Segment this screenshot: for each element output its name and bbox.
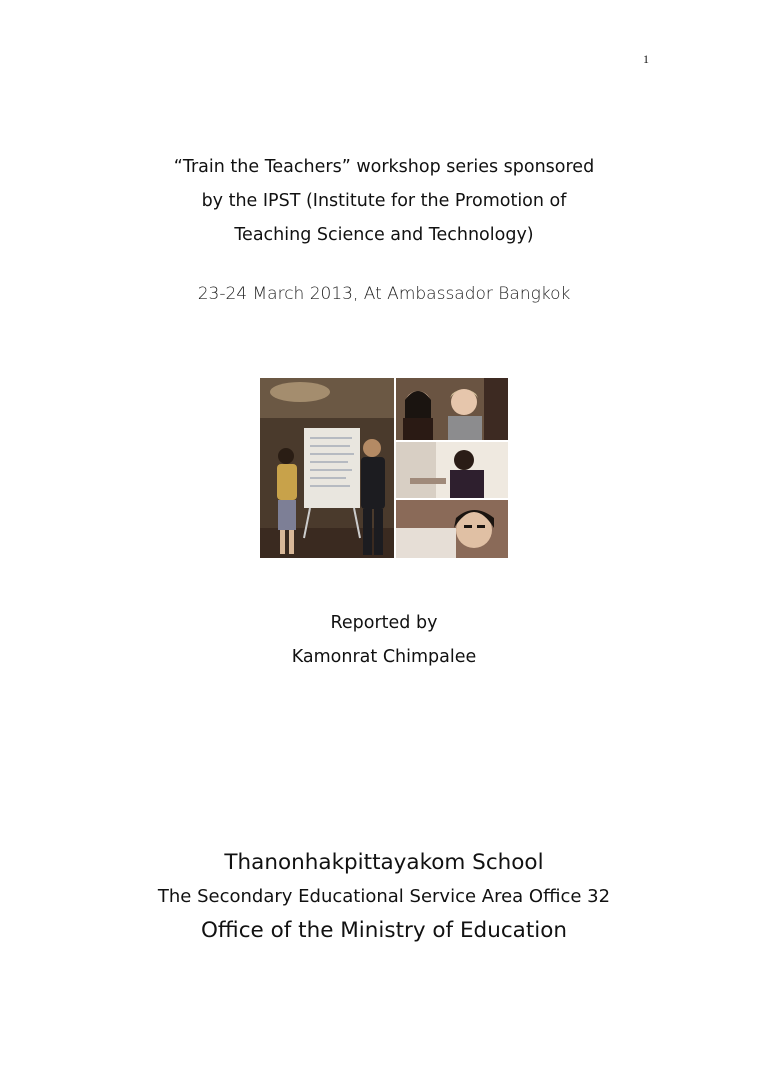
title-line-2: by the IPST (Institute for the Promotion of bbox=[201, 191, 567, 211]
event-date-location: 23-24 March 2013, At Ambassador Bangkok bbox=[197, 284, 571, 304]
document-title bbox=[120, 150, 648, 252]
service-area-office: The Secondary Educational Service Area Office 32 bbox=[157, 886, 611, 907]
photo-panel-portrait bbox=[396, 378, 508, 440]
title-line-1: “Train the Teachers” workshop series sponsored bbox=[173, 157, 595, 177]
workshop-photo-collage bbox=[260, 378, 508, 558]
reporter-name: Kamonrat Chimpalee bbox=[291, 647, 477, 667]
reported-by-label: Reported by bbox=[330, 613, 438, 633]
page-number: 1 bbox=[643, 52, 649, 66]
ministry-office: Office of the Ministry of Education bbox=[200, 918, 567, 943]
school-name: Thanonhakpittayakom School bbox=[224, 850, 544, 875]
photo-panel-table bbox=[396, 442, 508, 498]
title-line-3: Teaching Science and Technology) bbox=[234, 225, 534, 245]
photo-panel-selfie bbox=[396, 500, 508, 558]
photo-panel-flipchart bbox=[260, 378, 394, 558]
